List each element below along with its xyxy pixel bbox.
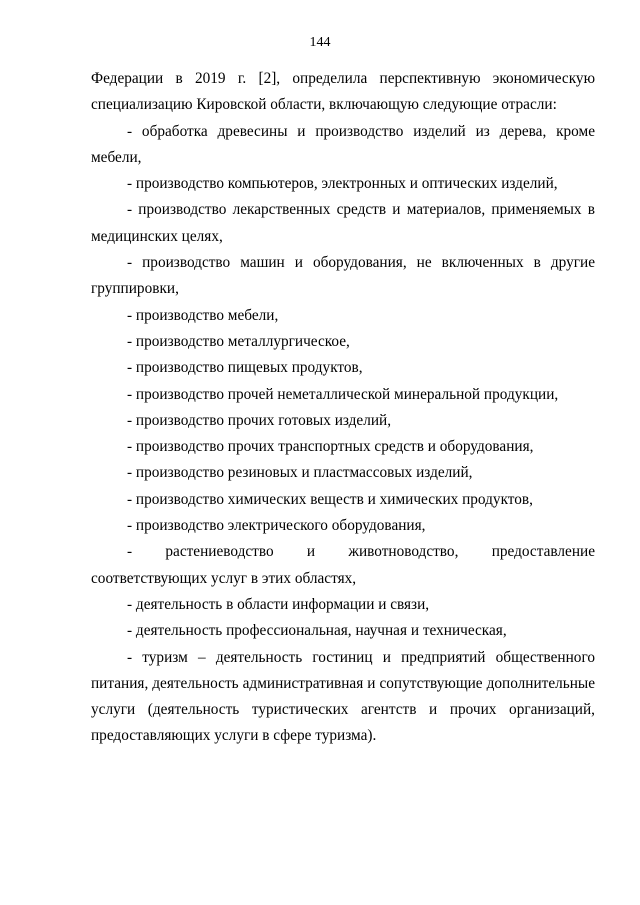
list-item: - производство прочих транспортных средств и оборудования, [127,438,534,456]
list-item: - производство металлургическое, [127,332,350,350]
list-item: - производство резиновых и пластмассовых изделий, [127,464,473,482]
list-item: - производство машин и оборудования, не включенных в другие группировки, [91,254,595,298]
list-item: - производство прочих готовых изделий, [127,411,392,429]
list-item: - производство лекарственных средств и материалов, применяемых в медицинских целях, [91,201,595,245]
list-item: - растениеводство и животноводство, предоставление соответствующих услуг в этих областях, [91,543,595,587]
list-item: - производство электрического оборудования, [127,517,426,535]
list-item: - производство прочей неметаллической минеральной продукции, [127,385,559,403]
document-body [91,66,595,750]
list-item: - производство мебели, [127,306,279,324]
intro-paragraph: Федерации в 2019 г. [2], определила перспективную экономическую специализацию Кировской области, включающую следующие отрасли: [91,70,595,114]
list-item: - деятельность в области информации и связи, [127,595,430,613]
page-number: 144 [309,35,331,50]
list-item: - производство пищевых продуктов, [127,359,363,377]
list-item: - производство химических веществ и химических продуктов, [127,490,533,508]
list-item: - деятельность профессиональная, научная и техническая, [127,622,507,640]
list-item: - обработка древесины и производство изделий из дерева, кроме мебели, [91,122,595,166]
list-item: - туризм – деятельность гостиниц и предприятий общественного питания, деятельность административная и сопутствующие дополнительные услуги (деятельность туристических агентств и прочих организаций, предоставляющих услуги в сфере туризма). [91,648,595,745]
list-item: - производство компьютеров, электронных и оптических изделий, [127,175,558,193]
